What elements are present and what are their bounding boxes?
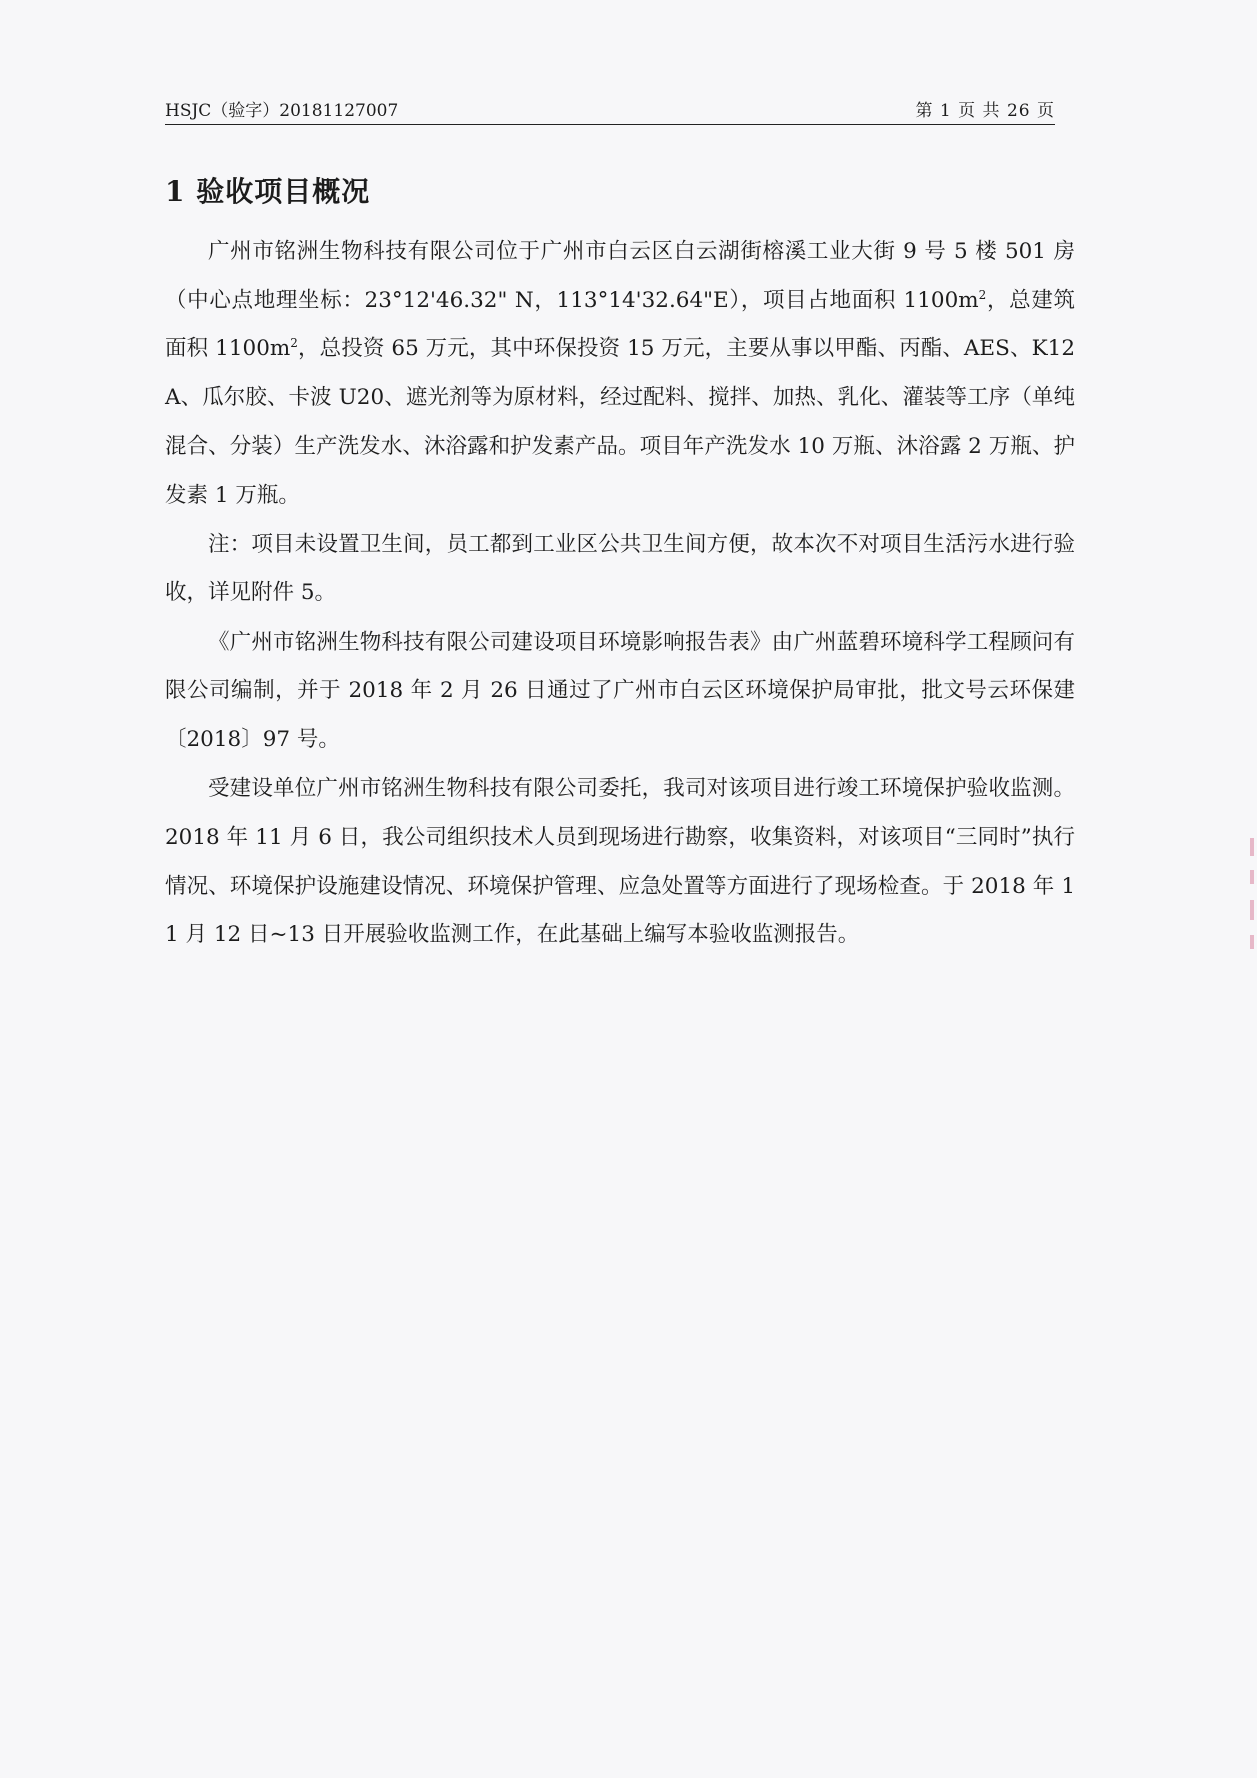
- scan-edge-mark: [1250, 870, 1254, 884]
- overview-text-part2: ，总建筑面积 1100m: [165, 287, 1075, 362]
- page-header: [165, 100, 1055, 125]
- overview-text-part1: 广州市铭洲生物科技有限公司位于广州市白云区白云湖街榕溪工业大街 9 号 5 楼 501 房（中心点地理坐标：23°12'46.32" N，113°14'32.64"E），项目占地面积 1100m: [165, 239, 1075, 313]
- scan-edge-mark: [1250, 838, 1254, 856]
- overview-text-part3: ，总投资 65 万元，其中环保投资 15 万元，主要从事以甲酯、丙酯、AES、K12A、瓜尔胶、卡波 U20、遮光剂等为原材料，经过配料、搅拌、加热、乳化、灌装等工序（单纯混合、分装）生产洗发水、沐浴露和护发素产品。项目年产洗发水 10 万瓶、沐浴露 2 万瓶、护发素 1 万瓶。: [165, 336, 1075, 508]
- page-number: 第 1 页 共 26 页: [915, 101, 1055, 121]
- paragraph-note: 注：项目未设置卫生间，员工都到工业区公共卫生间方便，故本次不对项目生活污水进行验收，详见附件 5。: [165, 531, 1075, 606]
- scan-edge-mark: [1250, 900, 1254, 920]
- paragraph-eia-report: 《广州市铭洲生物科技有限公司建设项目环境影响报告表》由广州蓝碧环境科学工程顾问有限公司编制，并于 2018 年 2 月 26 日通过了广州市白云区环境保护局审批，批文号云环保建〔2018〕97 号。: [165, 629, 1075, 753]
- document-number: HSJC（验字）20181127007: [165, 101, 399, 121]
- section-title: 1 验收项目概况: [165, 175, 371, 208]
- section-body: [165, 228, 1075, 960]
- scan-edge-mark: [1250, 935, 1254, 949]
- paragraph-project-overview: [165, 228, 1075, 520]
- paragraph-commission: 受建设单位广州市铭洲生物科技有限公司委托，我司对该项目进行竣工环境保护验收监测。2018 年 11 月 6 日，我公司组织技术人员到现场进行勘察，收集资料，对该项目“三同时”执行情况、环境保护设施建设情况、环境保护管理、应急处置等方面进行了现场检查。于 2018 年 11 月 12 日~13 日开展验收监测工作，在此基础上编写本验收监测报告。: [165, 776, 1075, 948]
- area-unit-superscript: 2: [978, 287, 987, 302]
- build-area-unit-superscript: 2: [290, 336, 298, 351]
